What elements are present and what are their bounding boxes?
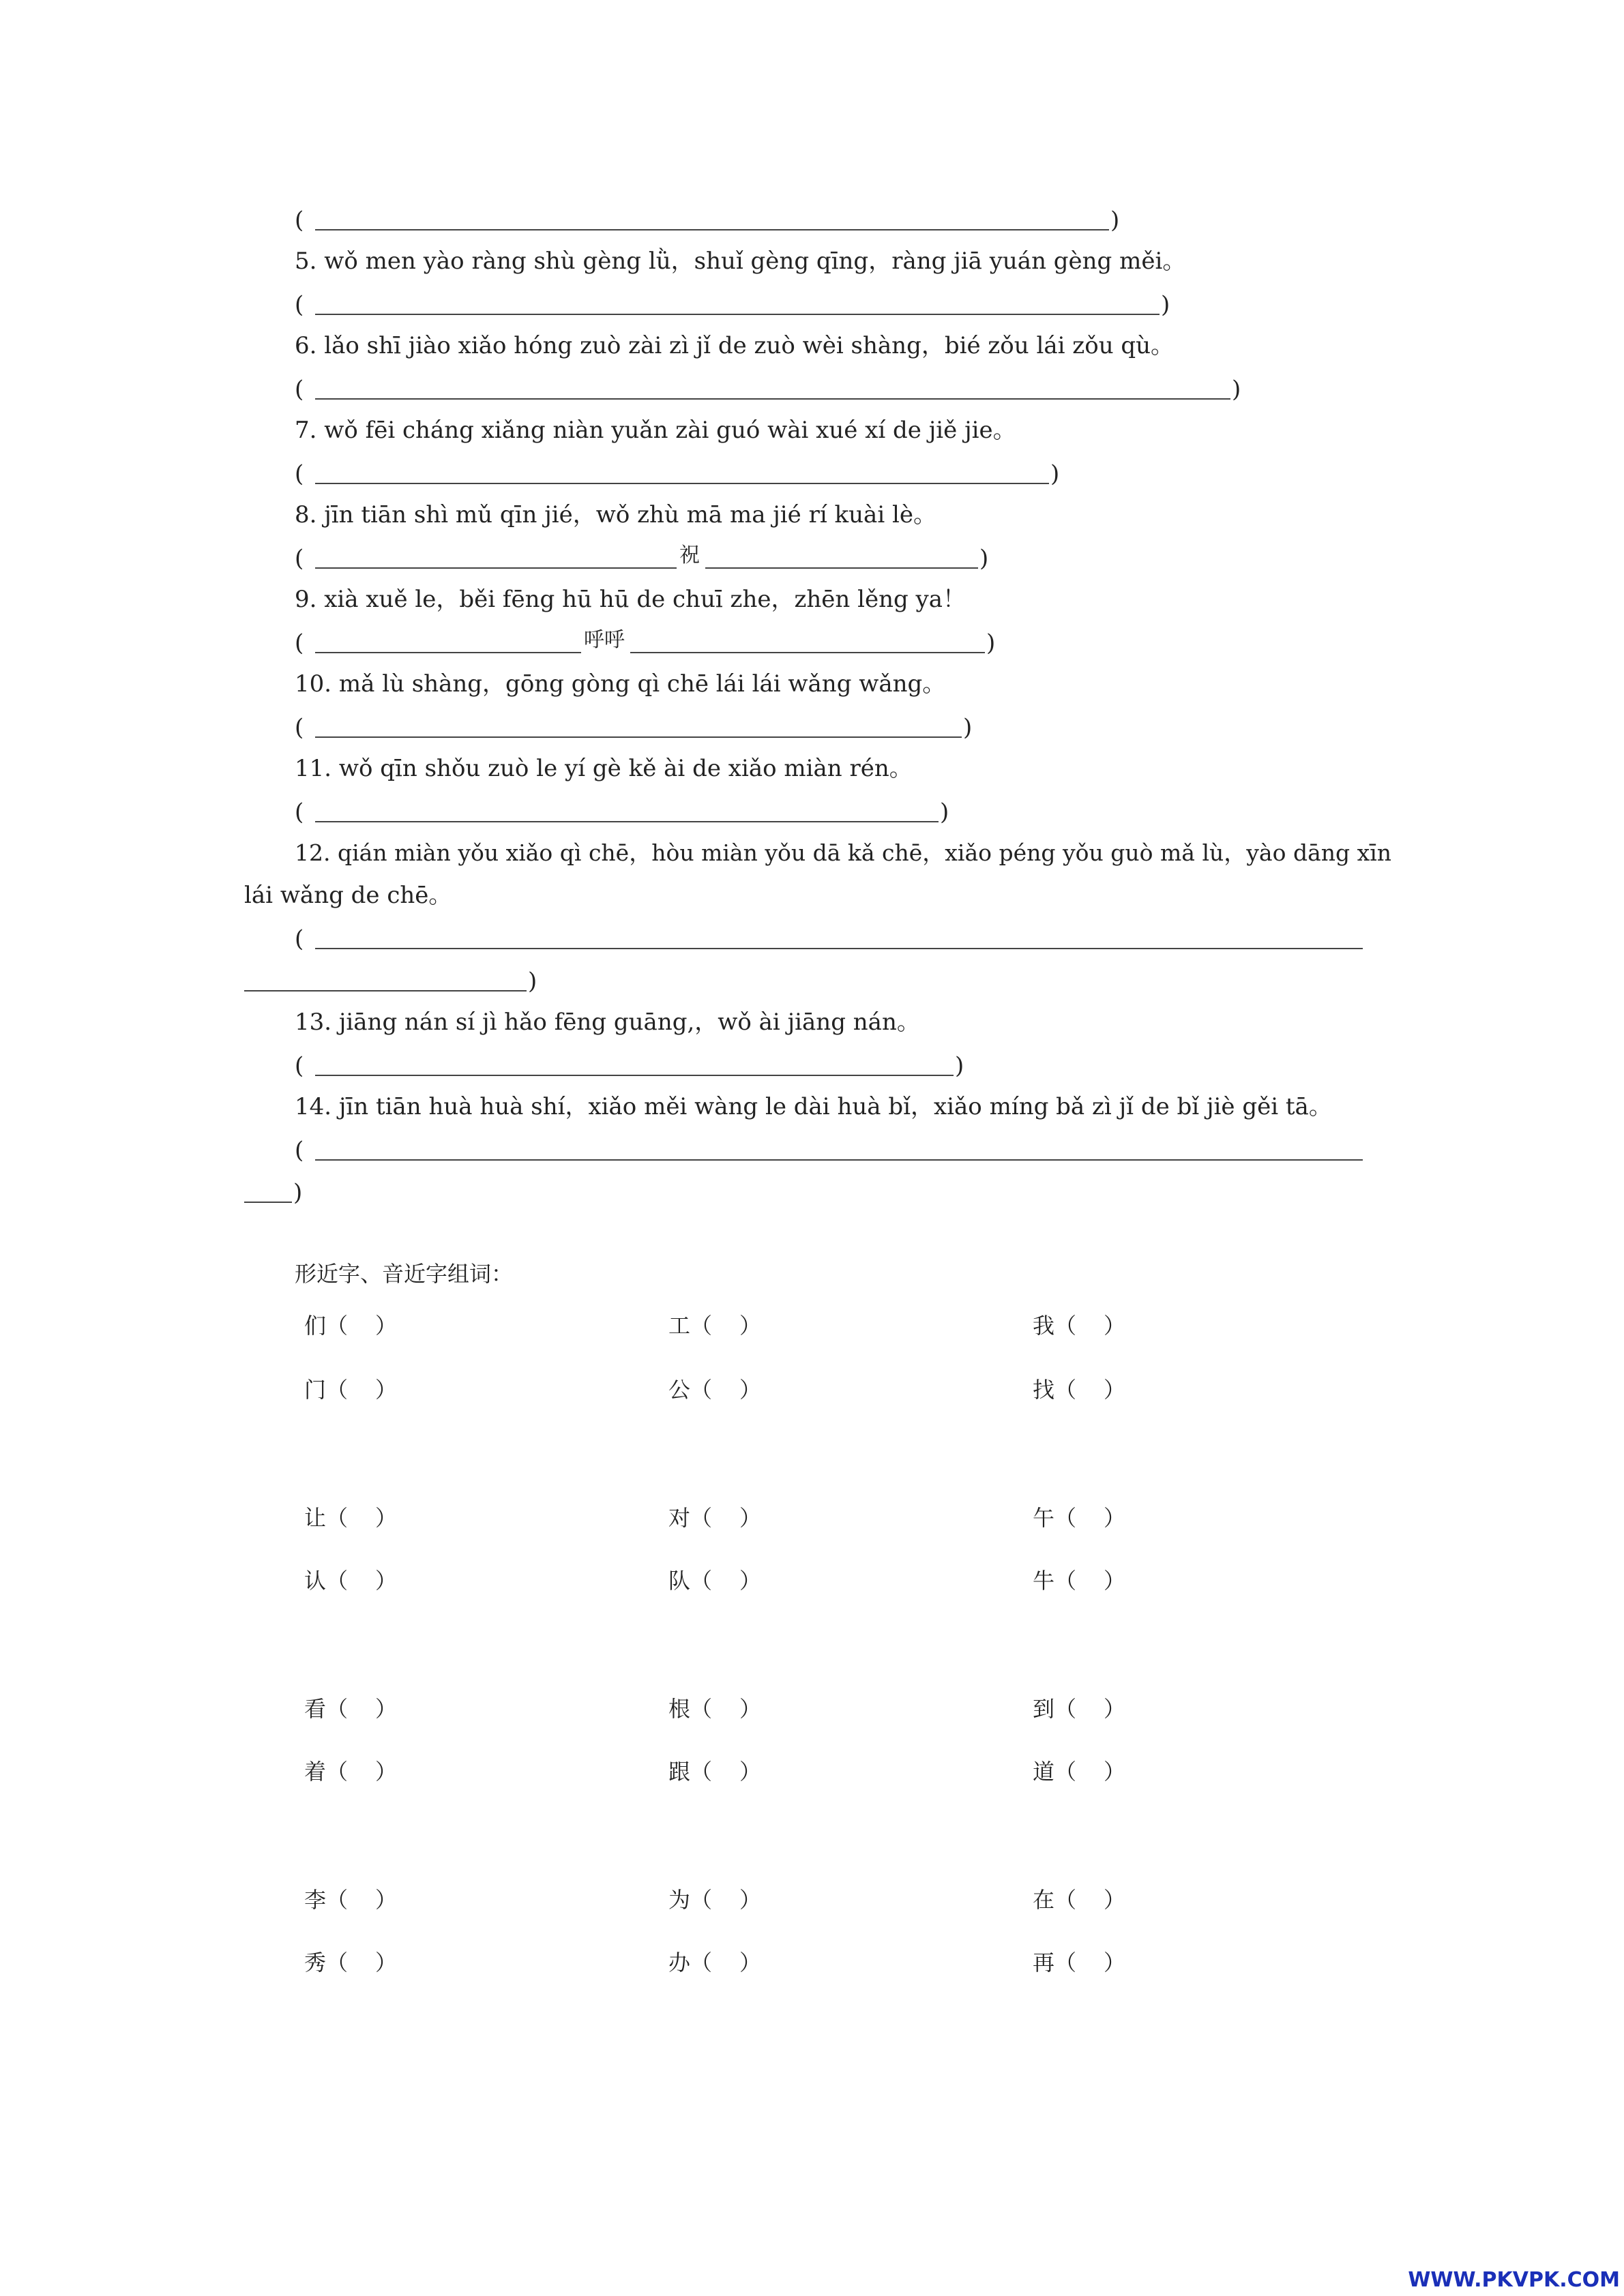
answer-close-paren: )	[963, 714, 973, 741]
paren-open: （	[690, 1568, 713, 1594]
paren-close: ）	[375, 1505, 398, 1531]
paren-open: （	[1054, 1696, 1077, 1722]
char-label: 根	[668, 1696, 691, 1722]
char-item	[304, 1507, 397, 1529]
answer-hint: 祝	[679, 543, 700, 567]
question-14: 14. jīn tiān huà huà shí，xiǎo měi wàng le dài huà bǐ，xiǎo míng bǎ zì jǐ de bǐ jiè gěi tā。	[295, 1093, 1332, 1120]
paren-open: （	[1054, 1377, 1077, 1403]
answer-open-paren: (	[295, 291, 304, 318]
answer-close-paren: )	[955, 1052, 964, 1079]
paren-close: ）	[739, 1568, 762, 1594]
paren-open: （	[690, 1950, 713, 1976]
paren-open: （	[326, 1696, 349, 1722]
char-item	[668, 1507, 761, 1529]
answer-open-paren: (	[295, 714, 304, 741]
char-item	[668, 1315, 761, 1337]
answer-close-paren: )	[1161, 291, 1170, 318]
paren-open: （	[1054, 1759, 1077, 1785]
char-item	[1033, 1950, 1126, 1976]
char-item	[304, 1570, 397, 1592]
answer-close-paren: )	[293, 1179, 303, 1206]
char-item	[304, 1315, 397, 1337]
paren-close: ）	[375, 1887, 398, 1913]
char-item	[1033, 1315, 1125, 1337]
paren-close: ）	[375, 1696, 398, 1722]
question-10: 10. mǎ lù shàng，gōng gòng qì chē lái lái wǎng wǎng。	[295, 670, 946, 698]
answer-open-paren: (	[295, 376, 304, 403]
paren-close: ）	[1104, 1377, 1126, 1403]
paren-open: （	[1054, 1887, 1077, 1913]
char-item	[304, 1761, 397, 1783]
char-label: 为	[668, 1887, 691, 1913]
char-item	[668, 1761, 761, 1783]
char-item	[304, 1379, 397, 1401]
section-title: 形近字、音近字组词：	[295, 1261, 514, 1287]
answer-open-paren: (	[295, 799, 304, 826]
char-label: 工	[668, 1313, 691, 1339]
answer-hint: 呼呼	[584, 628, 625, 652]
paren-close: ）	[375, 1568, 398, 1594]
char-label: 在	[1033, 1887, 1055, 1913]
char-item	[668, 1379, 761, 1401]
answer-open-paren: (	[295, 460, 304, 488]
char-label: 办	[668, 1950, 691, 1976]
paren-close: ）	[739, 1377, 762, 1403]
paren-open: （	[690, 1377, 713, 1403]
char-label: 道	[1033, 1759, 1055, 1785]
char-label: 公	[668, 1377, 691, 1403]
answer-line[interactable]	[315, 483, 1049, 484]
question-8: 8. jīn tiān shì mǔ qīn jié，wǒ zhù mā ma jié rí kuài lè。	[295, 501, 936, 528]
char-item	[304, 1889, 397, 1911]
char-label: 着	[304, 1759, 327, 1785]
paren-close: ）	[739, 1505, 762, 1531]
paren-open: （	[326, 1377, 349, 1403]
char-item	[1033, 1570, 1125, 1592]
char-label: 牛	[1033, 1568, 1055, 1594]
char-item	[1033, 1507, 1125, 1529]
answer-line[interactable]	[315, 948, 1363, 949]
answer-line[interactable]	[315, 821, 939, 822]
paren-open: （	[326, 1313, 349, 1339]
question-9: 9. xià xuě le，běi fēng hū hū de chuī zhe，zhēn lěng ya！	[295, 586, 966, 613]
footer-url: WWW.PKVPK.COM	[1408, 2268, 1620, 2292]
paren-open: （	[1054, 1505, 1077, 1531]
paren-open: （	[326, 1887, 349, 1913]
paren-close: ）	[1104, 1759, 1126, 1785]
paren-close: ）	[739, 1696, 762, 1722]
char-label: 李	[304, 1887, 327, 1913]
paren-open: （	[690, 1313, 713, 1339]
char-item	[668, 1950, 762, 1976]
char-item	[304, 1950, 398, 1976]
question-11: 11. wǒ qīn shǒu zuò le yí gè kě ài de xiǎo miàn rén。	[295, 755, 913, 782]
answer-open-paren: (	[295, 1052, 304, 1079]
paren-open: （	[326, 1505, 349, 1531]
answer-line-continued[interactable]	[244, 990, 527, 992]
char-label: 认	[304, 1568, 327, 1594]
paren-close: ）	[375, 1313, 398, 1339]
char-label: 午	[1033, 1505, 1055, 1531]
answer-close-paren: )	[986, 629, 996, 657]
answer-open-paren: (	[295, 925, 304, 953]
answer-close-paren: )	[528, 968, 537, 995]
paren-close: ）	[1104, 1505, 1126, 1531]
answer-open-paren: (	[295, 207, 304, 234]
paren-close: ）	[1104, 1313, 1126, 1339]
char-label: 让	[304, 1505, 327, 1531]
char-item	[1033, 1761, 1125, 1783]
paren-open: （	[690, 1505, 713, 1531]
paren-close: ）	[739, 1313, 762, 1339]
char-label: 们	[304, 1313, 327, 1339]
char-label: 跟	[668, 1759, 691, 1785]
answer-line[interactable]	[315, 1075, 954, 1076]
char-label: 队	[668, 1568, 691, 1594]
answer-close-paren: )	[1050, 460, 1060, 488]
answer-line-continued[interactable]	[244, 1202, 292, 1203]
paren-close: ）	[739, 1950, 762, 1976]
answer-line[interactable]	[315, 652, 581, 653]
answer-open-paren: (	[295, 629, 304, 657]
char-item	[304, 1698, 397, 1720]
paren-close: ）	[739, 1759, 762, 1785]
char-label: 到	[1033, 1696, 1055, 1722]
char-label: 对	[668, 1505, 691, 1531]
answer-close-paren: )	[1110, 207, 1120, 234]
answer-close-paren: )	[940, 799, 949, 826]
char-label: 看	[304, 1696, 327, 1722]
answer-open-paren: (	[295, 1137, 304, 1164]
paren-open: （	[326, 1759, 349, 1785]
answer-line[interactable]	[315, 1159, 1363, 1161]
paren-close: ）	[1104, 1568, 1126, 1594]
answer-line[interactable]	[315, 229, 1109, 230]
answer-line[interactable]	[315, 398, 1230, 400]
paren-close: ）	[375, 1377, 398, 1403]
char-item	[668, 1698, 761, 1720]
paren-close: ）	[1104, 1950, 1126, 1976]
char-item	[668, 1889, 761, 1911]
paren-open: （	[690, 1887, 713, 1913]
paren-close: ）	[1104, 1696, 1126, 1722]
answer-close-paren: )	[979, 545, 989, 572]
answer-line[interactable]	[630, 652, 985, 653]
answer-line[interactable]	[705, 567, 978, 569]
question-13: 13. jiāng nán sí jì hǎo fēng guāng,，wǒ ài jiāng nán。	[295, 1009, 920, 1036]
answer-line[interactable]	[315, 567, 677, 569]
char-item	[1033, 1889, 1125, 1911]
char-label: 门	[304, 1377, 327, 1403]
paren-close: ）	[739, 1887, 762, 1913]
answer-line[interactable]	[315, 314, 1160, 315]
question-6: 6. lǎo shī jiào xiǎo hóng zuò zài zì jǐ de zuò wèi shàng，bié zǒu lái zǒu qù。	[295, 332, 1175, 359]
question-7: 7. wǒ fēi cháng xiǎng niàn yuǎn zài guó wài xué xí de jiě jie。	[295, 417, 1016, 444]
char-item	[668, 1570, 761, 1592]
paren-open: （	[326, 1950, 349, 1976]
paren-close: ）	[375, 1950, 398, 1976]
char-label: 再	[1033, 1950, 1055, 1976]
paren-open: （	[1054, 1568, 1077, 1594]
paren-close: ）	[375, 1759, 398, 1785]
paren-open: （	[1054, 1313, 1077, 1339]
paren-open: （	[1054, 1950, 1077, 1976]
char-label: 我	[1033, 1313, 1055, 1339]
char-item	[1033, 1379, 1125, 1401]
paren-open: （	[326, 1568, 349, 1594]
question-12: 12. qián miàn yǒu xiǎo qì chē，hòu miàn yǒu dā kǎ chē，xiǎo péng yǒu guò mǎ lù，yào dāng xīn	[295, 839, 1392, 866]
answer-line[interactable]	[315, 736, 962, 738]
char-label: 秀	[304, 1950, 327, 1976]
answer-open-paren: (	[295, 545, 304, 572]
paren-close: ）	[1104, 1887, 1126, 1913]
char-item	[1033, 1698, 1125, 1720]
paren-open: （	[690, 1696, 713, 1722]
paren-open: （	[690, 1759, 713, 1785]
question-12-continued: lái wǎng de chē。	[244, 882, 452, 909]
question-5: 5. wǒ men yào ràng shù gèng lǜ，shuǐ gèng qīng，ràng jiā yuán gèng měi。	[295, 248, 1186, 275]
char-label: 找	[1033, 1377, 1055, 1403]
answer-close-paren: )	[1232, 376, 1241, 403]
